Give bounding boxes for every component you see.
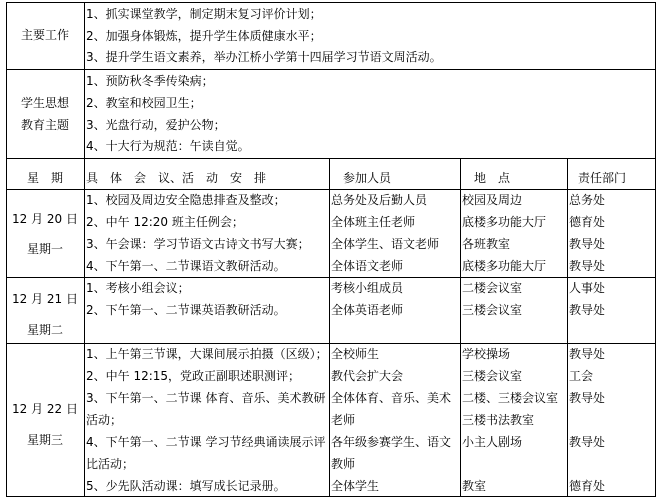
participants-cell: 总务处及后勤人员 — [331, 193, 428, 207]
department-cell: 工会 — [569, 369, 594, 383]
activity-item: 5、少先队活动课：填写成长记录册。 — [86, 479, 286, 493]
day-date: 12 月 20 日 — [12, 212, 78, 226]
moral-theme-item: 1、预防秋冬季传染病； — [86, 74, 214, 88]
participants-cell: 全校师生 — [331, 347, 380, 361]
participants-cell: 全体体育、音乐、美术老师 — [331, 391, 452, 427]
participants-cell: 全体英语老师 — [331, 303, 404, 317]
location-cell: 三楼会议室 — [462, 369, 523, 383]
moral-theme-label: 教育主题 — [20, 118, 69, 132]
col-divider — [460, 158, 461, 497]
moral-theme-item: 2、教室和校园卫生； — [86, 96, 202, 110]
department-cell: 教导处 — [569, 347, 606, 361]
activity-item: 3、下午第一、二节课 体育、音乐、美术教研活动； — [86, 391, 326, 427]
row-divider — [6, 158, 656, 159]
col-divider — [84, 2, 85, 497]
col-divider — [567, 158, 568, 497]
day-date: 12 月 22 日 — [12, 402, 78, 416]
participants-cell: 教代会扩大会 — [331, 369, 404, 383]
department-cell: 德育处 — [569, 479, 606, 493]
day-weekday: 星期一 — [26, 242, 63, 256]
header-location: 地 点 — [474, 171, 511, 185]
location-cell: 三楼书法教室 — [462, 413, 535, 427]
moral-theme-item: 4、十大行为规范：午读自觉。 — [86, 139, 250, 153]
activity-item: 2、中午 12:20 班主任例会； — [86, 215, 244, 229]
main-work-item: 2、加强身体锻炼，提升学生体质健康水平； — [86, 29, 322, 43]
activity-item: 2、中午 12:15，党政正副职述职测评； — [86, 369, 301, 383]
department-cell: 人事处 — [569, 281, 606, 295]
location-cell: 学校操场 — [462, 347, 511, 361]
location-cell: 校园及周边 — [462, 193, 523, 207]
location-cell: 小主人剧场 — [462, 435, 523, 449]
department-cell: 教导处 — [569, 237, 606, 251]
location-cell: 二楼、三楼会议室 — [462, 391, 559, 405]
main-work-item: 1、抓实课堂教学，制定期末复习评价计划； — [86, 7, 322, 21]
department-cell: 教导处 — [569, 391, 606, 405]
header-department: 责任部门 — [578, 171, 627, 185]
location-cell: 底楼多功能大厅 — [462, 259, 547, 273]
activity-item: 1、考核小组会议； — [86, 281, 190, 295]
participants-cell: 全体语文老师 — [331, 259, 404, 273]
location-cell: 教室 — [462, 479, 487, 493]
participants-cell: 全体学生 — [331, 479, 380, 493]
activity-item: 1、校园及周边安全隐患排查及整改； — [86, 193, 286, 207]
activity-item: 2、下午第一、二节课英语教研活动。 — [86, 303, 286, 317]
department-cell: 教导处 — [569, 435, 606, 449]
activity-item: 3、午会课：学习节语文古诗文书写大赛； — [86, 237, 310, 251]
main-work-label: 主要工作 — [20, 28, 69, 42]
col-divider — [329, 158, 330, 497]
department-cell: 德育处 — [569, 215, 606, 229]
header-participants: 参加人员 — [343, 171, 392, 185]
activity-item: 4、下午第一、二节课 学习节经典诵读展示评比活动； — [86, 435, 326, 471]
participants-cell: 各年级参赛学生、语文教师 — [331, 435, 452, 471]
department-cell: 教导处 — [569, 303, 606, 317]
participants-cell: 考核小组成员 — [331, 281, 404, 295]
moral-theme-item: 3、光盘行动，爱护公物； — [86, 118, 226, 132]
department-cell: 教导处 — [569, 259, 606, 273]
department-cell: 总务处 — [569, 193, 606, 207]
header-day: 星 期 — [26, 171, 63, 185]
location-cell: 二楼会议室 — [462, 281, 523, 295]
participants-cell: 全体学生、语文老师 — [331, 237, 440, 251]
day-date: 12 月 21 日 — [12, 292, 78, 306]
main-work-item: 3、提升学生语文素养，举办江桥小学第十四届学习节语文周活动。 — [86, 50, 442, 64]
location-cell: 三楼会议室 — [462, 303, 523, 317]
location-cell: 各班教室 — [462, 237, 511, 251]
location-cell: 底楼多功能大厅 — [462, 215, 547, 229]
participants-cell: 全体班主任老师 — [331, 215, 416, 229]
day-weekday: 星期二 — [26, 323, 63, 337]
activity-item: 1、上午第三节课，大课间展示拍摄（区级）； — [86, 347, 328, 361]
moral-theme-label: 学生思想 — [20, 96, 69, 110]
header-activities: 具 体 会 议、活 动 安 排 — [86, 171, 267, 185]
activity-item: 4、下午第一、二节课语文教研活动。 — [86, 259, 286, 273]
day-weekday: 星期三 — [26, 433, 63, 447]
